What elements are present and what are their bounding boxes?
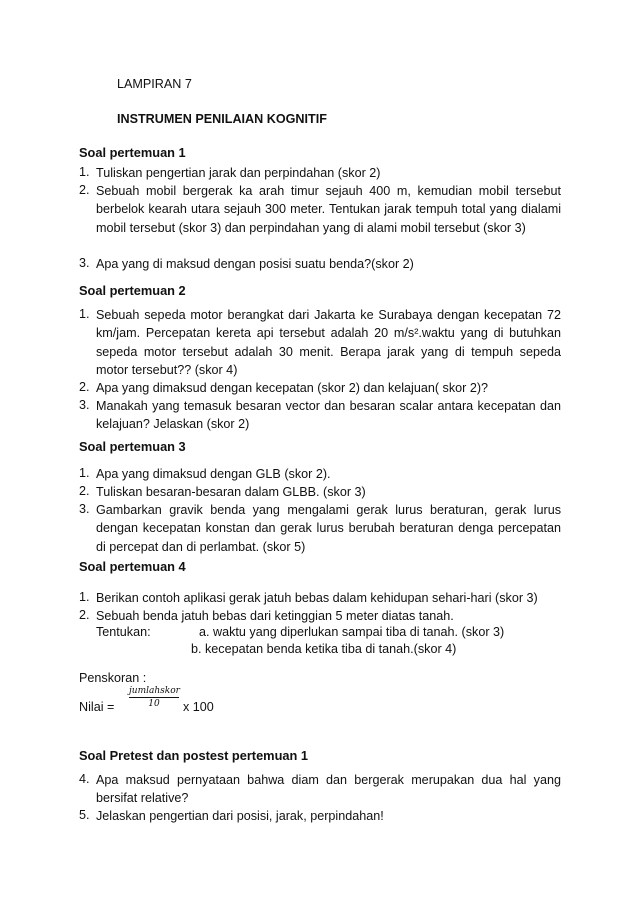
item-number: 3. (79, 398, 90, 412)
item-number: 2. (79, 183, 90, 197)
section-heading-3: Soal pertemuan 3 (79, 439, 186, 454)
nilai-label: Nilai = (79, 700, 115, 714)
question-item: Tuliskan besaran-besaran dalam GLBB. (skor 3) (96, 485, 366, 499)
item-number: 1. (79, 307, 90, 321)
document-title: INSTRUMEN PENILAIAN KOGNITIF (117, 112, 327, 126)
question-item: Apa yang di maksud dengan posisi suatu benda?(skor 2) (96, 257, 414, 271)
question-item: Jelaskan pengertian dari posisi, jarak, perpindahan! (96, 809, 384, 823)
multiplier: x 100 (183, 700, 214, 714)
section-heading-1: Soal pertemuan 1 (79, 145, 186, 160)
question-item: Sebuah mobil bergerak ka arah timur sejauh 400 m, kemudian mobil tersebut berbelok kearah utara sejauh 300 meter. Tentukan jarak tempuh total yang dialami mobil tersebut (skor 3) dan perpindahan yang di alami mobil tersebut (skor 3) (96, 184, 561, 235)
section-heading-4: Soal pertemuan 4 (79, 559, 186, 574)
fraction-denominator: 10 (148, 699, 160, 709)
question-item: Manakah yang temasuk besaran vector dan besaran scalar antara kecepatan dan kelajuan? Jelaskan (skor 2) (96, 399, 561, 432)
item-number: 2. (79, 380, 90, 394)
pretest-heading: Soal Pretest dan postest pertemuan 1 (79, 748, 308, 763)
item-number: 2. (79, 484, 90, 498)
fraction-bar (129, 697, 179, 698)
item-number: 1. (79, 165, 90, 179)
tentukan-label: Tentukan: (96, 625, 151, 639)
item-number: 2. (79, 608, 90, 622)
question-item: Apa maksud pernyataan bahwa diam dan bergerak merupakan dua hal yang bersifat relative? (96, 773, 561, 806)
fraction-numerator: jumlahskor (129, 686, 180, 696)
item-number: 1. (79, 466, 90, 480)
question-item: Apa yang dimaksud dengan kecepatan (skor 2) dan kelajuan( skor 2)? (96, 381, 489, 395)
question-item: Tuliskan pengertian jarak dan perpindahan (skor 2) (96, 166, 381, 180)
item-number: 4. (79, 772, 90, 786)
score-fraction (129, 686, 179, 709)
item-number: 5. (79, 808, 90, 822)
section-heading-2: Soal pertemuan 2 (79, 283, 186, 298)
question-item: Apa yang dimaksud dengan GLB (skor 2). (96, 467, 331, 481)
question-item: Sebuah benda jatuh bebas dari ketinggian 5 meter diatas tanah. (96, 609, 454, 623)
tentukan-a: a. waktu yang diperlukan sampai tiba di tanah. (skor 3) (199, 625, 505, 639)
tentukan-b: b. kecepatan benda ketika tiba di tanah.(skor 4) (191, 642, 457, 656)
item-number: 1. (79, 590, 90, 604)
scoring-label: Penskoran : (79, 671, 147, 685)
item-number: 3. (79, 502, 90, 516)
question-item: Gambarkan gravik benda yang mengalami gerak lurus beraturan, gerak lurus dengan kecepatan konstan dan gerak lurus berubah beraturan denga percepatan di percepat dan di perlambat. (skor 5) (96, 503, 561, 554)
question-item: Sebuah sepeda motor berangkat dari Jakarta ke Surabaya dengan kecepatan 72 km/jam. Percepatan kereta api tersebut adalah 20 m/s².waktu yang di butuhkan sepeda motor tersebut adalah 30 menit. Berapa jarak yang di tempuh sepeda motor tersebut?? (skor 4) (96, 308, 561, 378)
lampiran-label: LAMPIRAN 7 (117, 77, 192, 91)
item-number: 3. (79, 256, 90, 270)
question-item: Berikan contoh aplikasi gerak jatuh bebas dalam kehidupan sehari-hari (skor 3) (96, 591, 538, 605)
